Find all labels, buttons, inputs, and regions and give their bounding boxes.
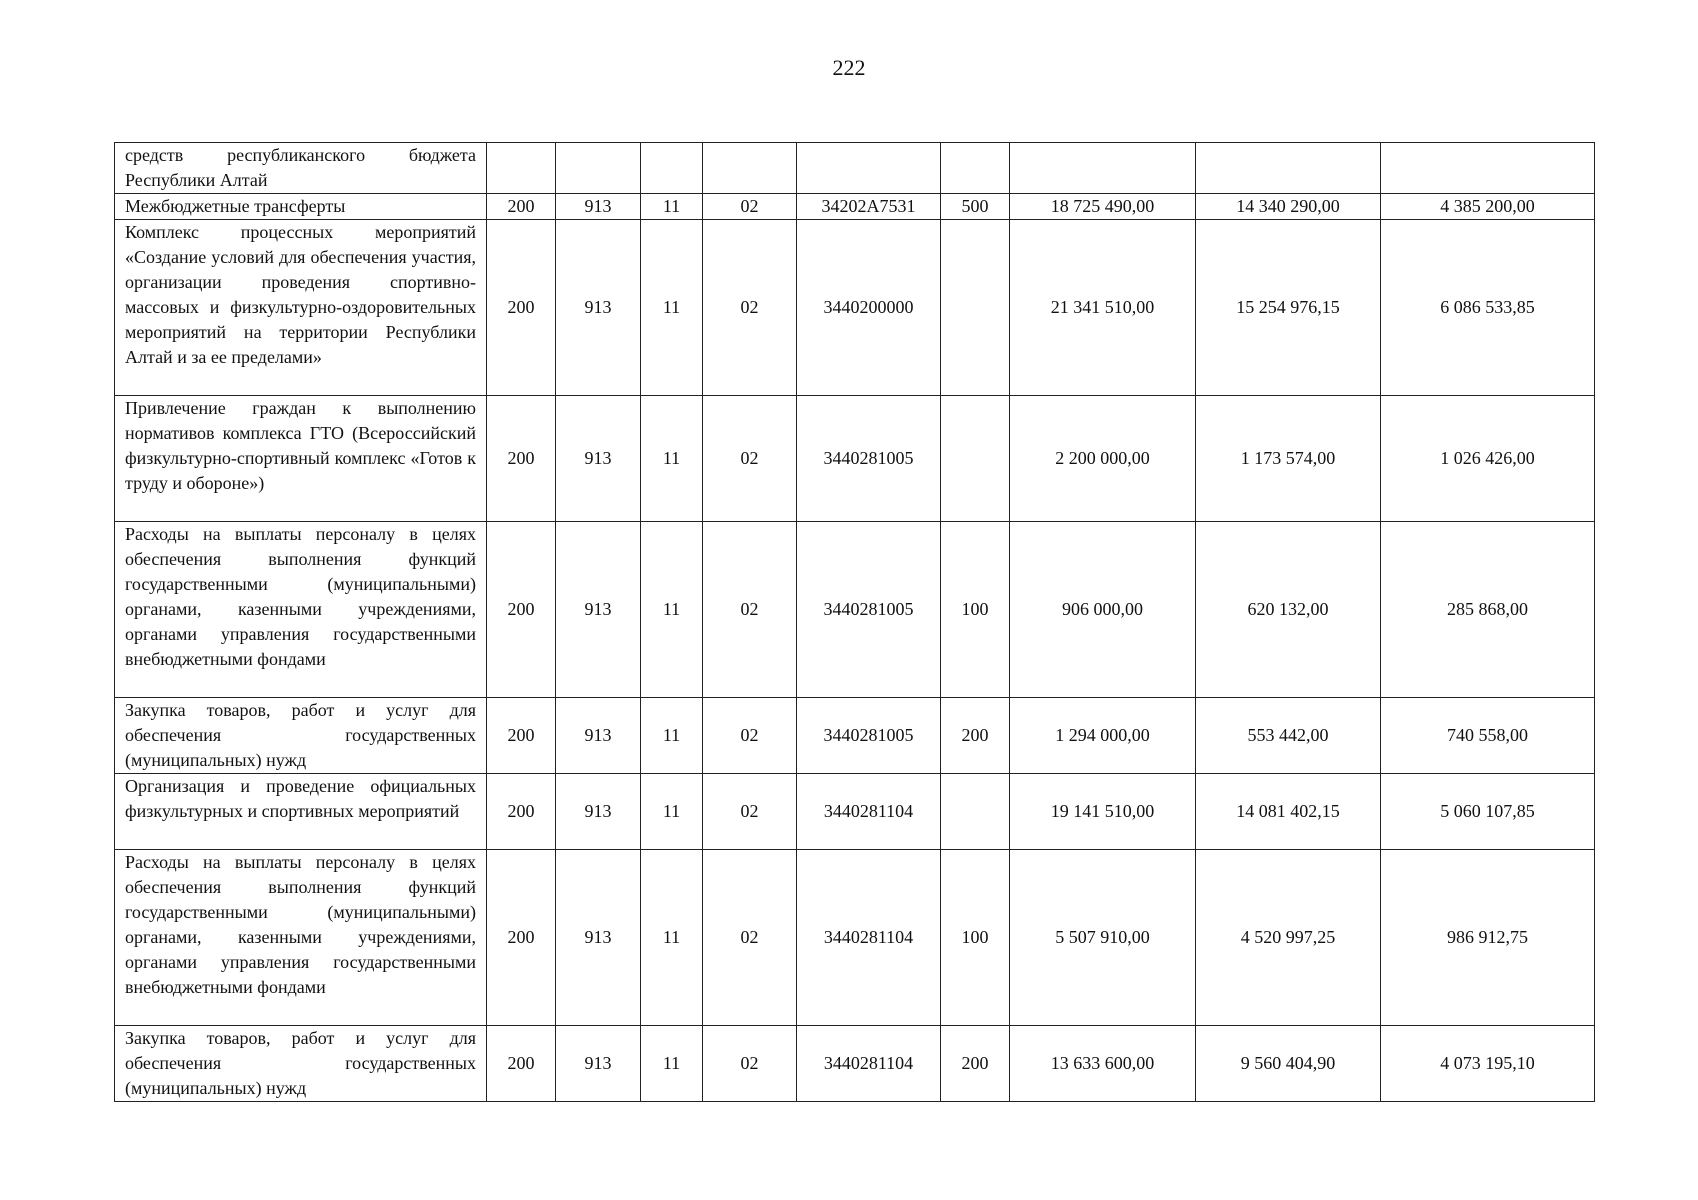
cell-code-subdivision — [703, 143, 797, 194]
cell-code-ministry: 913 — [556, 1026, 641, 1102]
cell-amount-plan: 906 000,00 — [1010, 522, 1196, 698]
cell-code-target: 3440281104 — [797, 850, 941, 1026]
cell-code-target: 3440281104 — [797, 1026, 941, 1102]
cell-item-name: средств республиканского бюджета Республики Алтай — [115, 143, 487, 194]
cell-code-expense-type — [941, 396, 1010, 522]
cell-amount-executed: 4 520 997,25 — [1196, 850, 1381, 1026]
cell-code-subdivision: 02 — [703, 194, 797, 220]
cell-code-subdivision: 02 — [703, 850, 797, 1026]
cell-amount-remaining: 986 912,75 — [1381, 850, 1595, 1026]
cell-code-target: 3440281005 — [797, 396, 941, 522]
table-row — [115, 220, 1595, 396]
page-number: 222 — [832, 55, 866, 80]
cell-code-subdivision: 02 — [703, 774, 797, 850]
cell-amount-remaining: 285 868,00 — [1381, 522, 1595, 698]
cell-amount-remaining: 1 026 426,00 — [1381, 396, 1595, 522]
cell-code-division: 11 — [641, 850, 703, 1026]
cell-amount-remaining: 740 558,00 — [1381, 698, 1595, 774]
cell-amount-executed: 553 442,00 — [1196, 698, 1381, 774]
cell-code-target: 3440281005 — [797, 698, 941, 774]
cell-code-division: 11 — [641, 396, 703, 522]
cell-code-subdivision: 02 — [703, 698, 797, 774]
cell-code-target: 3440281104 — [797, 774, 941, 850]
cell-code-expense-type: 100 — [941, 522, 1010, 698]
table-row — [115, 774, 1595, 850]
cell-code-expense-type — [941, 143, 1010, 194]
cell-item-name: Расходы на выплаты персоналу в целях обеспечения выполнения функций государственными (муниципальными) органами, казенными учреждениями, органами управления государственными внебюджетными фондами — [115, 850, 487, 1026]
cell-amount-remaining: 4 073 195,10 — [1381, 1026, 1595, 1102]
cell-code-expense-type: 500 — [941, 194, 1010, 220]
cell-amount-executed: 14 340 290,00 — [1196, 194, 1381, 220]
budget-table — [114, 142, 1595, 1102]
cell-code-division: 11 — [641, 194, 703, 220]
table-row — [115, 698, 1595, 774]
cell-amount-plan: 1 294 000,00 — [1010, 698, 1196, 774]
cell-amount-remaining: 5 060 107,85 — [1381, 774, 1595, 850]
cell-code-target: 3440200000 — [797, 220, 941, 396]
cell-amount-remaining: 6 086 533,85 — [1381, 220, 1595, 396]
cell-code-ministry: 913 — [556, 698, 641, 774]
cell-code-division: 11 — [641, 220, 703, 396]
cell-code-ministry: 913 — [556, 850, 641, 1026]
cell-amount-executed — [1196, 143, 1381, 194]
cell-amount-plan — [1010, 143, 1196, 194]
cell-code-section: 200 — [487, 774, 556, 850]
table-row — [115, 850, 1595, 1026]
cell-code-section: 200 — [487, 698, 556, 774]
table-body — [115, 143, 1595, 1102]
cell-code-ministry — [556, 143, 641, 194]
cell-code-subdivision: 02 — [703, 396, 797, 522]
cell-code-ministry: 913 — [556, 522, 641, 698]
cell-code-expense-type: 200 — [941, 1026, 1010, 1102]
table-row — [115, 396, 1595, 522]
table-row — [115, 194, 1595, 220]
cell-code-division: 11 — [641, 522, 703, 698]
cell-code-ministry: 913 — [556, 396, 641, 522]
cell-code-section: 200 — [487, 850, 556, 1026]
cell-code-section: 200 — [487, 1026, 556, 1102]
cell-amount-executed: 15 254 976,15 — [1196, 220, 1381, 396]
cell-item-name: Расходы на выплаты персоналу в целях обеспечения выполнения функций государственными (муниципальными) органами, казенными учреждениями, органами управления государственными внебюджетными фондами — [115, 522, 487, 698]
cell-amount-executed: 1 173 574,00 — [1196, 396, 1381, 522]
cell-item-name: Организация и проведение официальных физкультурных и спортивных мероприятий — [115, 774, 487, 850]
cell-code-division — [641, 143, 703, 194]
cell-code-ministry: 913 — [556, 774, 641, 850]
table-row — [115, 143, 1595, 194]
cell-code-target: 34202А7531 — [797, 194, 941, 220]
cell-amount-plan: 18 725 490,00 — [1010, 194, 1196, 220]
cell-amount-plan: 19 141 510,00 — [1010, 774, 1196, 850]
cell-code-ministry: 913 — [556, 194, 641, 220]
cell-item-name: Привлечение граждан к выполнению нормативов комплекса ГТО (Всероссийский физкультурно-спортивный комплекс «Готов к труду и обороне») — [115, 396, 487, 522]
cell-item-name: Комплекс процессных мероприятий «Создание условий для обеспечения участия, организации проведения спортивно-массовых и физкультурно-оздоровительных мероприятий на территории Республики Алтай и за ее пределами» — [115, 220, 487, 396]
cell-code-target — [797, 143, 941, 194]
cell-amount-executed: 14 081 402,15 — [1196, 774, 1381, 850]
cell-amount-remaining: 4 385 200,00 — [1381, 194, 1595, 220]
cell-code-target: 3440281005 — [797, 522, 941, 698]
cell-code-expense-type — [941, 220, 1010, 396]
cell-code-section: 200 — [487, 220, 556, 396]
cell-amount-remaining — [1381, 143, 1595, 194]
cell-code-section: 200 — [487, 396, 556, 522]
cell-code-section: 200 — [487, 522, 556, 698]
cell-code-division: 11 — [641, 698, 703, 774]
cell-amount-plan: 2 200 000,00 — [1010, 396, 1196, 522]
cell-amount-plan: 21 341 510,00 — [1010, 220, 1196, 396]
cell-code-subdivision: 02 — [703, 220, 797, 396]
cell-amount-plan: 5 507 910,00 — [1010, 850, 1196, 1026]
table-row — [115, 1026, 1595, 1102]
cell-item-name: Закупка товаров, работ и услуг для обеспечения государственных (муниципальных) нужд — [115, 1026, 487, 1102]
cell-code-division: 11 — [641, 1026, 703, 1102]
cell-amount-executed: 620 132,00 — [1196, 522, 1381, 698]
cell-code-section — [487, 143, 556, 194]
cell-code-ministry: 913 — [556, 220, 641, 396]
table-row — [115, 522, 1595, 698]
cell-code-subdivision: 02 — [703, 522, 797, 698]
cell-code-division: 11 — [641, 774, 703, 850]
cell-code-expense-type: 200 — [941, 698, 1010, 774]
cell-code-expense-type — [941, 774, 1010, 850]
cell-code-section: 200 — [487, 194, 556, 220]
cell-code-expense-type: 100 — [941, 850, 1010, 1026]
cell-code-subdivision: 02 — [703, 1026, 797, 1102]
cell-amount-executed: 9 560 404,90 — [1196, 1026, 1381, 1102]
cell-amount-plan: 13 633 600,00 — [1010, 1026, 1196, 1102]
cell-item-name: Закупка товаров, работ и услуг для обеспечения государственных (муниципальных) нужд — [115, 698, 487, 774]
cell-item-name: Межбюджетные трансферты — [115, 194, 487, 220]
